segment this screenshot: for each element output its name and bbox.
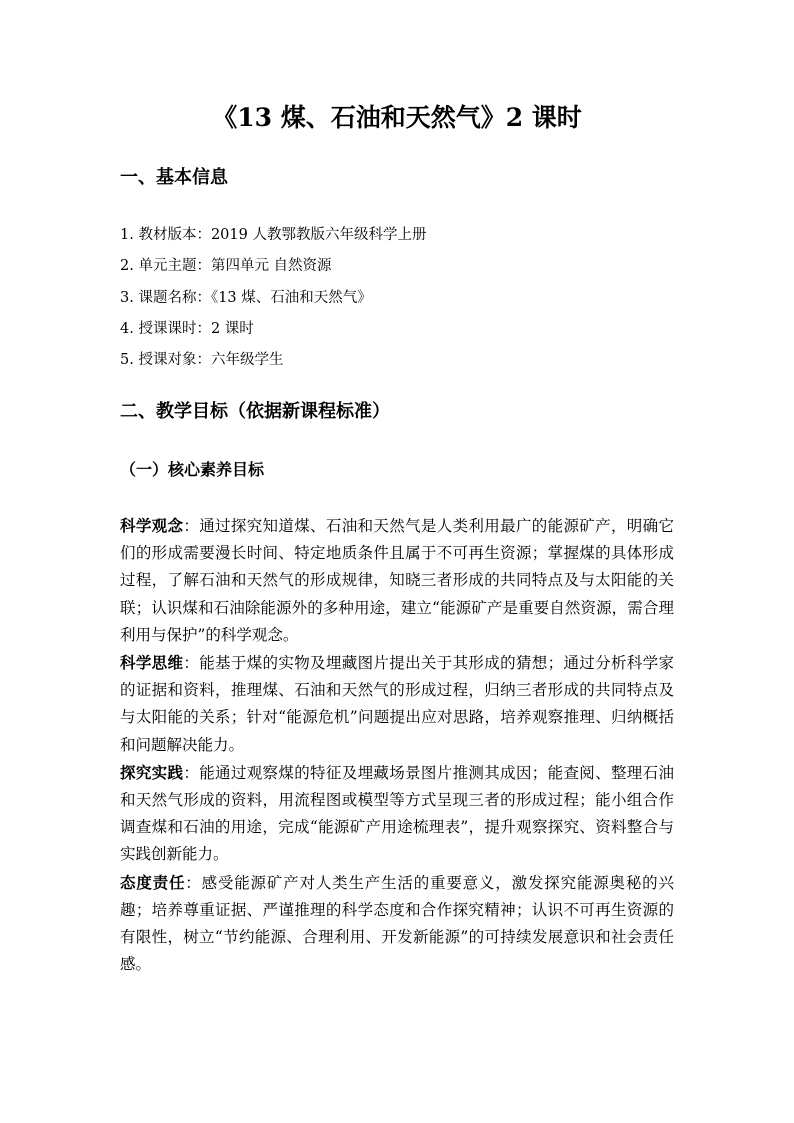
paragraph-scientific-concept xyxy=(120,512,674,649)
paragraph-inquiry-practice xyxy=(120,759,674,869)
list-item: 3. 课题名称：《13 煤、石油和天然气》 xyxy=(120,289,372,306)
paragraph-text: ：能通过观察煤的特征及埋藏场景图片推测其成因；能查阅、整理石油和天然气形成的资料，用流程图或模型等方式呈现三者的形成过程；能小组合作调查煤和石油的用途，完成“能源矿产用途梳理表”，提升观察探究、资料整合与实践创新能力。 xyxy=(120,763,674,864)
goals-body xyxy=(120,512,674,978)
list-item: 4. 授课课时：2 课时 xyxy=(120,320,254,337)
list-item: 1. 教材版本：2019 人教鄂教版六年级科学上册 xyxy=(120,227,427,243)
paragraph-attitude-responsibility xyxy=(120,869,674,979)
paragraph-lead: 态度责任 xyxy=(120,872,186,892)
section-heading-basic-info: 一、基本信息 xyxy=(120,167,228,188)
paragraph-text: ：通过探究知道煤、石油和天然气是人类利用最广的能源矿产，明确它们的形成需要漫长时间、特定地质条件且属于不可再生资源；掌握煤的具体形成过程，了解石油和天然气的形成规律，知晓三者形成的共同特点及与太阳能的关联；认识煤和石油除能源外的多种用途，建立“能源矿产是重要自然资源，需合理利用与保护”的科学观念。 xyxy=(120,517,674,644)
paragraph-text: ：能基于煤的实物及埋藏图片提出关于其形成的猜想；通过分析科学家的证据和资料，推理煤、石油和天然气的形成过程，归纳三者形成的共同特点及与太阳能的关系；针对“能源危机”问题提出应对思路，培养观察推理、归纳概括和问题解决能力。 xyxy=(120,654,674,754)
paragraph-lead: 探究实践 xyxy=(120,762,184,782)
subheading-core-literacy: （一）核心素养目标 xyxy=(120,460,265,479)
paragraph-scientific-thinking xyxy=(120,649,674,759)
section-heading-teaching-goals: 二、教学目标（依据新课程标准） xyxy=(120,401,390,422)
list-item: 5. 授课对象：六年级学生 xyxy=(120,352,284,369)
basic-info-list xyxy=(120,220,426,376)
list-item: 2. 单元主题：第四单元 自然资源 xyxy=(120,258,332,275)
document-title: 《13 煤、石油和天然气》2 课时 xyxy=(212,103,582,132)
paragraph-text: ：感受能源矿产对人类生产生活的重要意义，激发探究能源奥秘的兴趣；培养尊重证据、严谨推理的科学态度和合作探究精神；认识不可再生资源的有限性，树立“节约能源、合理利用、开发新能源”的可持续发展意识和社会责任感。 xyxy=(120,873,674,974)
paragraph-lead: 科学观念 xyxy=(120,516,184,535)
paragraph-lead: 科学思维 xyxy=(120,653,184,673)
